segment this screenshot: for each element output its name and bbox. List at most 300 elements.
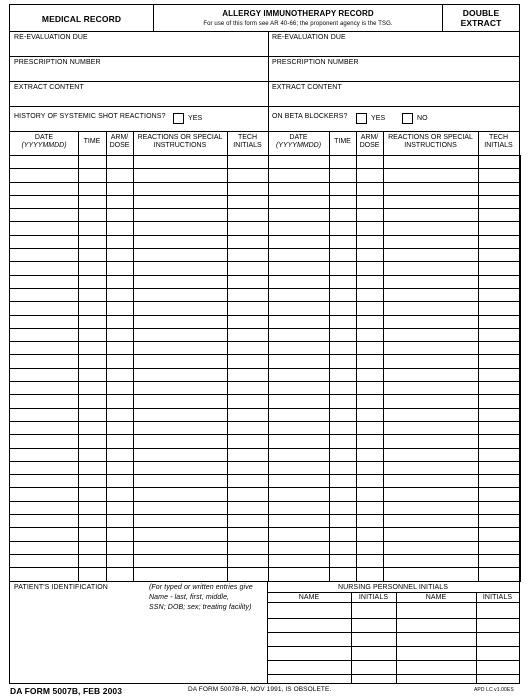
entry-cell[interactable] (107, 235, 134, 248)
entry-cell[interactable] (269, 488, 330, 501)
entry-cell[interactable] (10, 368, 79, 381)
entry-cell[interactable] (357, 235, 384, 248)
entry-cell[interactable] (134, 249, 228, 262)
entry-cell[interactable] (79, 302, 107, 315)
entry-cell[interactable] (228, 195, 269, 208)
entry-cell[interactable] (107, 249, 134, 262)
entry-cell[interactable] (134, 515, 228, 528)
entry-cell[interactable] (479, 541, 521, 554)
entry-cell[interactable] (357, 288, 384, 301)
entry-cell[interactable] (10, 355, 79, 368)
entry-cell[interactable] (479, 315, 521, 328)
entry-cell[interactable] (107, 435, 134, 448)
entry-cell[interactable] (228, 448, 269, 461)
entry-cell[interactable] (269, 195, 330, 208)
entry-cell[interactable] (228, 262, 269, 275)
entry-cell[interactable] (330, 395, 357, 408)
entry-cell[interactable] (357, 355, 384, 368)
entry-cell[interactable] (330, 568, 357, 581)
entry-cell[interactable] (107, 262, 134, 275)
entry-cell[interactable] (10, 302, 79, 315)
entry-cell[interactable] (10, 209, 79, 222)
entry-cell[interactable] (479, 342, 521, 355)
entry-cell[interactable] (10, 408, 79, 421)
entry-cell[interactable] (269, 249, 330, 262)
entry-cell[interactable] (269, 328, 330, 341)
entry-cell[interactable] (10, 328, 79, 341)
entry-cell[interactable] (79, 275, 107, 288)
entry-cell[interactable] (384, 554, 479, 567)
entry-cell[interactable] (384, 275, 479, 288)
entry-cell[interactable] (10, 395, 79, 408)
entry-cell[interactable] (10, 435, 79, 448)
entry-cell[interactable] (79, 355, 107, 368)
entry-cell[interactable] (228, 156, 269, 169)
entry-cell[interactable] (79, 328, 107, 341)
entry-cell[interactable] (330, 328, 357, 341)
left-extract-field[interactable] (10, 93, 268, 106)
entry-cell[interactable] (228, 554, 269, 567)
entry-cell[interactable] (79, 182, 107, 195)
entry-cell[interactable] (479, 475, 521, 488)
entry-cell[interactable] (134, 169, 228, 182)
entry-cell[interactable] (269, 435, 330, 448)
entry-cell[interactable] (10, 554, 79, 567)
entry-cell[interactable] (134, 568, 228, 581)
entry-cell[interactable] (228, 182, 269, 195)
entry-cell[interactable] (107, 541, 134, 554)
entry-cell[interactable] (79, 515, 107, 528)
entry-cell[interactable] (479, 355, 521, 368)
entry-cell[interactable] (269, 448, 330, 461)
entry-cell[interactable] (228, 395, 269, 408)
entry-cell[interactable] (269, 342, 330, 355)
entry-cell[interactable] (107, 182, 134, 195)
entry-cell[interactable] (107, 395, 134, 408)
entry-cell[interactable] (479, 501, 521, 514)
entry-cell[interactable] (10, 249, 79, 262)
entry-cell[interactable] (134, 421, 228, 434)
entry-cell[interactable] (10, 169, 79, 182)
entry-cell[interactable] (479, 421, 521, 434)
entry-cell[interactable] (107, 488, 134, 501)
entry-cell[interactable] (107, 382, 134, 395)
entry-cell[interactable] (10, 475, 79, 488)
entry-cell[interactable] (479, 209, 521, 222)
entry-cell[interactable] (479, 435, 521, 448)
entry-cell[interactable] (79, 249, 107, 262)
entry-cell[interactable] (479, 222, 521, 235)
entry-cell[interactable] (10, 288, 79, 301)
entry-cell[interactable] (330, 342, 357, 355)
entry-cell[interactable] (228, 222, 269, 235)
entry-cell[interactable] (479, 249, 521, 262)
entry-cell[interactable] (479, 368, 521, 381)
entry-cell[interactable] (330, 448, 357, 461)
entry-cell[interactable] (107, 501, 134, 514)
entry-cell[interactable] (10, 568, 79, 581)
entry-cell[interactable] (479, 235, 521, 248)
entry-cell[interactable] (330, 156, 357, 169)
entry-cell[interactable] (134, 315, 228, 328)
entry-cell[interactable] (10, 421, 79, 434)
entry-cell[interactable] (134, 195, 228, 208)
entry-cell[interactable] (269, 275, 330, 288)
entry-cell[interactable] (357, 448, 384, 461)
entry-cell[interactable] (330, 195, 357, 208)
entry-cell[interactable] (330, 182, 357, 195)
entry-cell[interactable] (134, 501, 228, 514)
entry-cell[interactable] (79, 342, 107, 355)
entry-cell[interactable] (228, 249, 269, 262)
entry-cell[interactable] (79, 262, 107, 275)
entry-cell[interactable] (107, 408, 134, 421)
entry-cell[interactable] (228, 461, 269, 474)
entry-cell[interactable] (384, 515, 479, 528)
entry-cell[interactable] (384, 195, 479, 208)
entry-cell[interactable] (107, 515, 134, 528)
entry-cell[interactable] (228, 435, 269, 448)
entry-cell[interactable] (107, 528, 134, 541)
entry-cell[interactable] (228, 355, 269, 368)
entry-cell[interactable] (357, 156, 384, 169)
entry-cell[interactable] (10, 262, 79, 275)
entry-cell[interactable] (79, 461, 107, 474)
entry-cell[interactable] (357, 568, 384, 581)
entry-cell[interactable] (330, 435, 357, 448)
entry-cell[interactable] (330, 541, 357, 554)
entry-cell[interactable] (107, 156, 134, 169)
entry-cell[interactable] (384, 288, 479, 301)
entry-cell[interactable] (330, 475, 357, 488)
entry-cell[interactable] (134, 475, 228, 488)
entry-cell[interactable] (134, 275, 228, 288)
entry-cell[interactable] (479, 554, 521, 567)
entry-cell[interactable] (330, 421, 357, 434)
entry-cell[interactable] (357, 249, 384, 262)
entry-cell[interactable] (479, 302, 521, 315)
entry-cell[interactable] (269, 355, 330, 368)
entry-cell[interactable] (107, 461, 134, 474)
entry-cell[interactable] (107, 328, 134, 341)
entry-cell[interactable] (134, 382, 228, 395)
entry-cell[interactable] (479, 156, 521, 169)
entry-cell[interactable] (330, 461, 357, 474)
entry-cell[interactable] (330, 169, 357, 182)
entry-cell[interactable] (107, 342, 134, 355)
entry-cell[interactable] (357, 275, 384, 288)
entry-cell[interactable] (357, 554, 384, 567)
entry-cell[interactable] (269, 475, 330, 488)
entry-cell[interactable] (330, 528, 357, 541)
entry-cell[interactable] (228, 382, 269, 395)
entry-cell[interactable] (384, 501, 479, 514)
entry-cell[interactable] (134, 541, 228, 554)
entry-cell[interactable] (384, 475, 479, 488)
entry-cell[interactable] (269, 541, 330, 554)
entry-cell[interactable] (228, 528, 269, 541)
entry-cell[interactable] (269, 461, 330, 474)
entry-cell[interactable] (269, 302, 330, 315)
entry-cell[interactable] (269, 515, 330, 528)
entry-cell[interactable] (384, 421, 479, 434)
entry-cell[interactable] (330, 382, 357, 395)
entry-cell[interactable] (79, 528, 107, 541)
entry-cell[interactable] (228, 475, 269, 488)
entry-cell[interactable] (384, 395, 479, 408)
entry-cell[interactable] (330, 368, 357, 381)
entry-cell[interactable] (79, 235, 107, 248)
entry-cell[interactable] (228, 169, 269, 182)
entry-cell[interactable] (384, 156, 479, 169)
entry-cell[interactable] (330, 262, 357, 275)
entry-cell[interactable] (134, 355, 228, 368)
entry-cell[interactable] (79, 488, 107, 501)
entry-cell[interactable] (357, 302, 384, 315)
entry-cell[interactable] (384, 328, 479, 341)
entry-cell[interactable] (79, 448, 107, 461)
entry-cell[interactable] (330, 275, 357, 288)
entry-cell[interactable] (228, 288, 269, 301)
entry-cell[interactable] (330, 515, 357, 528)
entry-cell[interactable] (269, 368, 330, 381)
entry-cell[interactable] (79, 408, 107, 421)
entry-cell[interactable] (384, 182, 479, 195)
entry-cell[interactable] (384, 448, 479, 461)
entry-cell[interactable] (269, 169, 330, 182)
entry-cell[interactable] (479, 288, 521, 301)
entry-cell[interactable] (79, 568, 107, 581)
entry-cell[interactable] (384, 568, 479, 581)
entry-cell[interactable] (384, 528, 479, 541)
right-reevaluation-field[interactable] (269, 43, 519, 56)
entry-cell[interactable] (357, 342, 384, 355)
entry-cell[interactable] (10, 528, 79, 541)
entry-cell[interactable] (134, 435, 228, 448)
entry-cell[interactable] (479, 195, 521, 208)
entry-cell[interactable] (79, 288, 107, 301)
entry-cell[interactable] (10, 461, 79, 474)
entry-cell[interactable] (384, 249, 479, 262)
entry-cell[interactable] (134, 209, 228, 222)
entry-cell[interactable] (269, 421, 330, 434)
nursing-row-2[interactable] (268, 619, 519, 632)
entry-cell[interactable] (10, 448, 79, 461)
entry-cell[interactable] (107, 448, 134, 461)
entry-cell[interactable] (134, 342, 228, 355)
entry-cell[interactable] (330, 209, 357, 222)
entry-cell[interactable] (79, 541, 107, 554)
entry-cell[interactable] (107, 421, 134, 434)
patient-id-field[interactable] (10, 617, 267, 683)
entry-cell[interactable] (269, 528, 330, 541)
entry-cell[interactable] (10, 382, 79, 395)
entry-cell[interactable] (107, 275, 134, 288)
entry-cell[interactable] (357, 382, 384, 395)
entry-cell[interactable] (357, 209, 384, 222)
entry-cell[interactable] (134, 488, 228, 501)
entry-cell[interactable] (228, 328, 269, 341)
entry-cell[interactable] (479, 488, 521, 501)
entry-cell[interactable] (357, 501, 384, 514)
entry-cell[interactable] (384, 302, 479, 315)
entry-cell[interactable] (269, 222, 330, 235)
entry-cell[interactable] (79, 382, 107, 395)
entry-cell[interactable] (134, 262, 228, 275)
entry-cell[interactable] (384, 368, 479, 381)
entry-cell[interactable] (134, 288, 228, 301)
entry-cell[interactable] (228, 488, 269, 501)
entry-cell[interactable] (10, 222, 79, 235)
entry-cell[interactable] (134, 182, 228, 195)
entry-cell[interactable] (269, 501, 330, 514)
entry-cell[interactable] (384, 342, 479, 355)
entry-cell[interactable] (479, 262, 521, 275)
history-yes-checkbox[interactable] (173, 113, 184, 124)
entry-cell[interactable] (79, 421, 107, 434)
entry-cell[interactable] (134, 156, 228, 169)
entry-cell[interactable] (228, 501, 269, 514)
entry-cell[interactable] (134, 302, 228, 315)
entry-cell[interactable] (479, 395, 521, 408)
entry-cell[interactable] (228, 342, 269, 355)
entry-cell[interactable] (134, 395, 228, 408)
entry-cell[interactable] (134, 448, 228, 461)
entry-cell[interactable] (10, 235, 79, 248)
entry-cell[interactable] (228, 302, 269, 315)
entry-cell[interactable] (10, 195, 79, 208)
entry-cell[interactable] (107, 554, 134, 567)
entry-cell[interactable] (10, 501, 79, 514)
entry-cell[interactable] (79, 195, 107, 208)
entry-cell[interactable] (479, 328, 521, 341)
entry-cell[interactable] (330, 355, 357, 368)
entry-cell[interactable] (357, 182, 384, 195)
entry-cell[interactable] (269, 395, 330, 408)
entry-cell[interactable] (479, 528, 521, 541)
entry-cell[interactable] (479, 182, 521, 195)
entry-cell[interactable] (79, 475, 107, 488)
entry-cell[interactable] (269, 408, 330, 421)
entry-cell[interactable] (479, 461, 521, 474)
nursing-row-3[interactable] (268, 633, 519, 646)
entry-cell[interactable] (384, 488, 479, 501)
entry-cell[interactable] (228, 421, 269, 434)
entry-cell[interactable] (357, 169, 384, 182)
entry-cell[interactable] (79, 395, 107, 408)
entry-cell[interactable] (330, 222, 357, 235)
entry-cell[interactable] (10, 182, 79, 195)
entry-cell[interactable] (357, 541, 384, 554)
entry-cell[interactable] (228, 368, 269, 381)
entry-cell[interactable] (330, 488, 357, 501)
entry-cell[interactable] (134, 222, 228, 235)
entry-cell[interactable] (384, 209, 479, 222)
nursing-row-4[interactable] (268, 647, 519, 660)
entry-cell[interactable] (107, 475, 134, 488)
entry-cell[interactable] (357, 262, 384, 275)
entry-cell[interactable] (330, 235, 357, 248)
entry-cell[interactable] (357, 435, 384, 448)
entry-cell[interactable] (228, 515, 269, 528)
entry-cell[interactable] (107, 315, 134, 328)
entry-cell[interactable] (79, 315, 107, 328)
entry-cell[interactable] (228, 408, 269, 421)
entry-cell[interactable] (357, 515, 384, 528)
entry-cell[interactable] (107, 222, 134, 235)
entry-cell[interactable] (269, 235, 330, 248)
entry-cell[interactable] (357, 461, 384, 474)
entry-cell[interactable] (134, 528, 228, 541)
nursing-row-1[interactable] (268, 603, 519, 618)
entry-cell[interactable] (384, 262, 479, 275)
entry-cell[interactable] (330, 315, 357, 328)
entry-cell[interactable] (134, 461, 228, 474)
entry-cell[interactable] (357, 488, 384, 501)
entry-cell[interactable] (228, 275, 269, 288)
entry-cell[interactable] (107, 355, 134, 368)
entry-cell[interactable] (134, 328, 228, 341)
entry-cell[interactable] (384, 435, 479, 448)
entry-cell[interactable] (134, 368, 228, 381)
entry-cell[interactable] (357, 368, 384, 381)
entry-cell[interactable] (10, 156, 79, 169)
entry-cell[interactable] (79, 368, 107, 381)
entry-cell[interactable] (10, 541, 79, 554)
entry-cell[interactable] (79, 222, 107, 235)
entry-cell[interactable] (384, 461, 479, 474)
entry-cell[interactable] (107, 368, 134, 381)
entry-cell[interactable] (107, 302, 134, 315)
entry-cell[interactable] (107, 195, 134, 208)
entry-cell[interactable] (357, 195, 384, 208)
entry-cell[interactable] (10, 488, 79, 501)
entry-cell[interactable] (330, 302, 357, 315)
entry-cell[interactable] (107, 209, 134, 222)
entry-cell[interactable] (479, 275, 521, 288)
entry-cell[interactable] (357, 408, 384, 421)
entry-cell[interactable] (79, 209, 107, 222)
entry-cell[interactable] (384, 541, 479, 554)
entry-cell[interactable] (228, 568, 269, 581)
entry-cell[interactable] (479, 169, 521, 182)
entry-cell[interactable] (79, 501, 107, 514)
entry-cell[interactable] (479, 568, 521, 581)
entry-cell[interactable] (269, 315, 330, 328)
entry-cell[interactable] (357, 421, 384, 434)
right-prescription-field[interactable] (269, 68, 519, 81)
entry-cell[interactable] (330, 288, 357, 301)
entry-cell[interactable] (107, 169, 134, 182)
entry-cell[interactable] (330, 554, 357, 567)
entry-cell[interactable] (10, 275, 79, 288)
entry-cell[interactable] (479, 515, 521, 528)
entry-cell[interactable] (228, 315, 269, 328)
entry-cell[interactable] (357, 528, 384, 541)
entry-cell[interactable] (384, 222, 479, 235)
entry-cell[interactable] (384, 382, 479, 395)
left-reevaluation-field[interactable] (10, 43, 268, 56)
entry-cell[interactable] (357, 395, 384, 408)
entry-cell[interactable] (228, 235, 269, 248)
entry-cell[interactable] (479, 382, 521, 395)
entry-cell[interactable] (357, 222, 384, 235)
entry-cell[interactable] (269, 156, 330, 169)
entry-cell[interactable] (79, 435, 107, 448)
left-prescription-field[interactable] (10, 68, 268, 81)
entry-cell[interactable] (79, 156, 107, 169)
nursing-row-5[interactable] (268, 661, 519, 674)
